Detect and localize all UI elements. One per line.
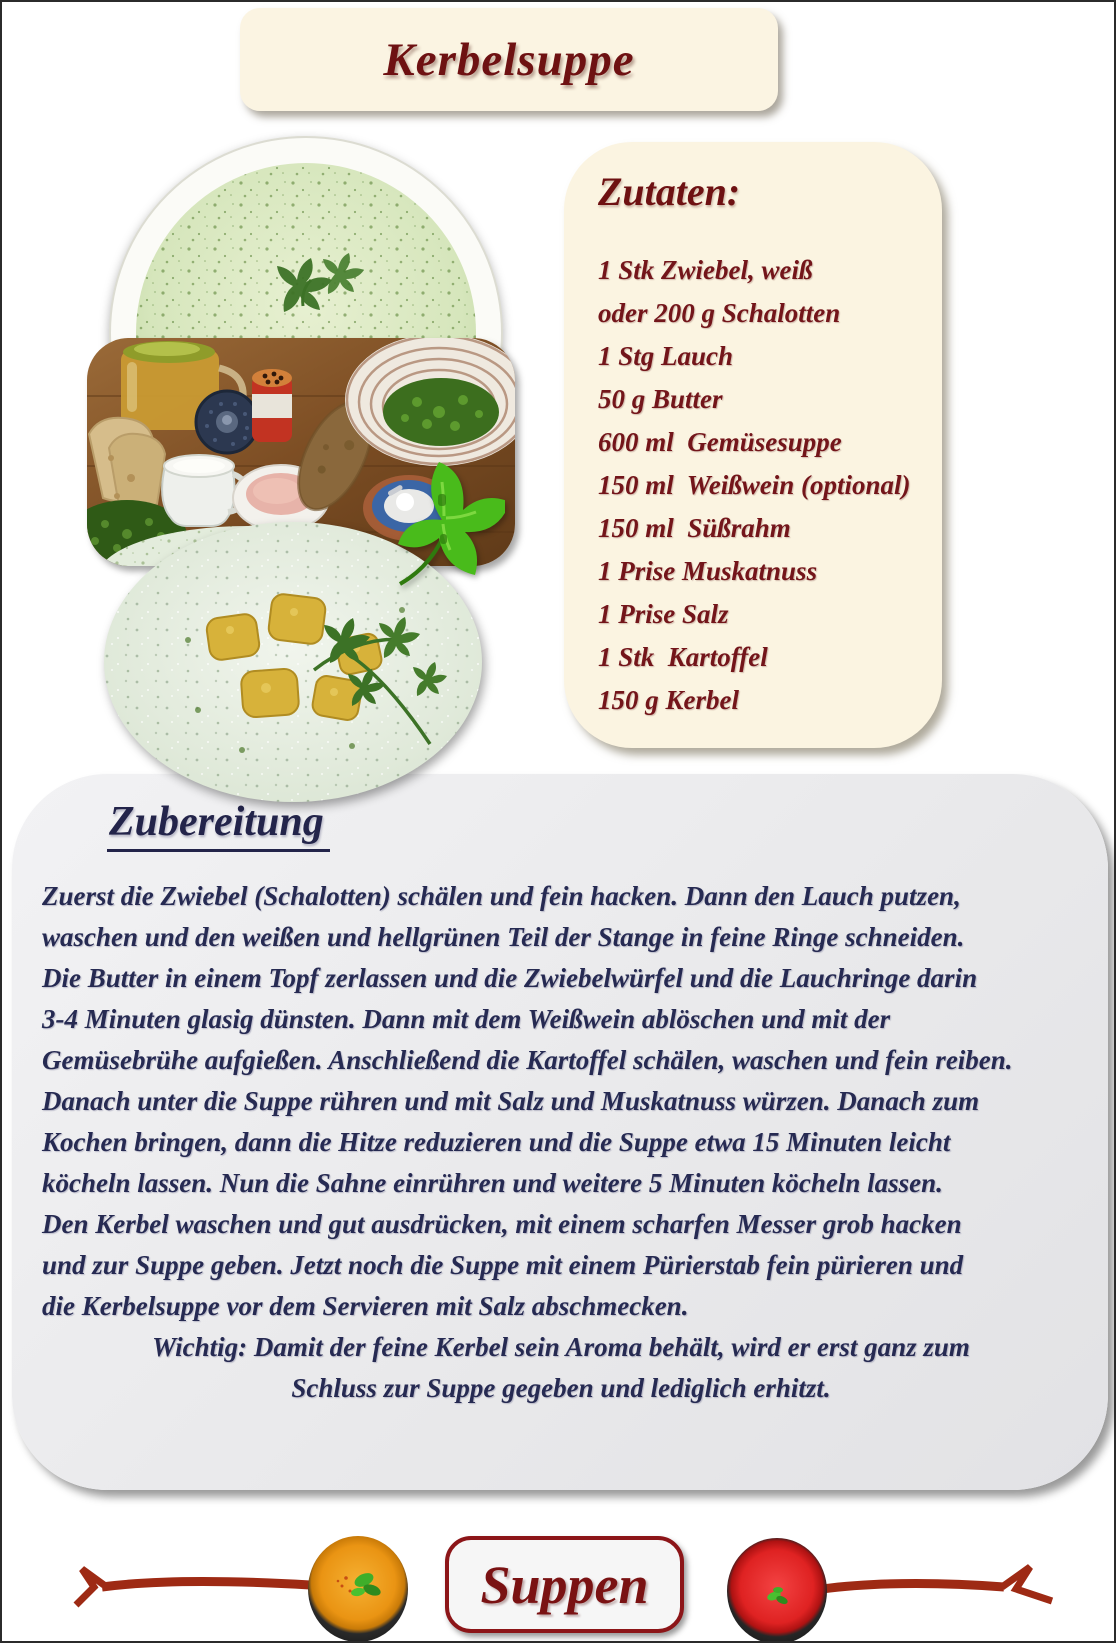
chervil-leaf-icon: [380, 442, 505, 587]
preparation-line: und zur Suppe geben. Jetzt noch die Suppe mit einem Pürierstab fein pürieren und: [42, 1250, 964, 1280]
ingredient-item: 50 g Butter: [598, 384, 723, 414]
spice-can: [252, 369, 292, 442]
preparation-card: [12, 774, 1108, 1490]
pepper-grinder: [196, 391, 258, 453]
suppen-category-label: Suppen: [480, 1554, 649, 1615]
preparation-line: Zuerst die Zwiebel (Schalotten) schälen und fein hacken. Dann den Lauch putzen,: [42, 881, 961, 911]
ingredients-card: [564, 142, 942, 748]
preparation-line: Kochen bringen, dann die Hitze reduzieren und die Suppe etwa 15 Minuten leicht: [42, 1127, 951, 1157]
basil-garnish: [350, 1570, 382, 1597]
preparation-line: die Kerbelsuppe vor dem Servieren mit Salz abschmecken.: [42, 1291, 689, 1321]
ingredient-item: 150 ml Süßrahm: [598, 513, 791, 543]
ingredient-item: 150 g Kerbel: [598, 685, 739, 715]
preparation-line: Die Butter in einem Topf zerlassen und die Zwiebelwürfel und die Lauchringe darin: [42, 963, 978, 993]
ingredients-heading: Zutaten:: [598, 169, 741, 214]
ingredients-list: [598, 249, 928, 722]
preparation-line: 3-4 Minuten glasig dünsten. Dann mit dem Weißwein ablöschen und mit der: [42, 1004, 891, 1034]
preparation-note-line2: Schluss zur Suppe gegeben und lediglich erhitzt.: [291, 1373, 831, 1403]
preparation-line: Danach unter die Suppe rühren und mit Salz und Muskatnuss würzen. Danach zum: [42, 1086, 980, 1116]
preparation-line: köcheln lassen. Nun die Sahne einrühren und weitere 5 Minuten köcheln lassen.: [42, 1168, 943, 1198]
basil-garnish: [766, 1587, 789, 1606]
tomato-soup-bowl-photo: [727, 1538, 827, 1643]
page-title: Kerbelsuppe: [383, 33, 635, 86]
preparation-line: Gemüsebrühe aufgießen. Anschließend die Kartoffel schälen, waschen und fein reiben.: [42, 1045, 1013, 1075]
preparation-line: Den Kerbel waschen und gut ausdrücken, mit einem scharfen Messer grob hacken: [42, 1209, 962, 1239]
suppen-category-button[interactable]: [445, 1536, 684, 1633]
ingredient-item: 1 Stg Lauch: [598, 341, 734, 371]
ingredient-item: 1 Stk Zwiebel, weiß: [598, 255, 813, 285]
ingredient-item: oder 200 g Schalotten: [598, 298, 841, 328]
preparation-note-line1: Wichtig: Damit der feine Kerbel sein Aroma behält, wird er erst ganz zum: [152, 1332, 970, 1362]
recipe-title-card: [240, 8, 778, 111]
ingredient-item: 1 Prise Muskatnuss: [598, 556, 818, 586]
ingredient-item: 1 Prise Salz: [598, 599, 729, 629]
ingredient-item: 1 Stk Kartoffel: [598, 642, 768, 672]
preparation-line: waschen und den weißen und hellgrünen Teil der Stange in feine Ringe schneiden.: [42, 922, 965, 952]
pumpkin-soup-bowl-photo: [308, 1536, 408, 1642]
ingredient-item: 600 ml Gemüsesuppe: [598, 427, 842, 457]
preparation-text: [42, 876, 1080, 1327]
ingredient-item: 150 ml Weißwein (optional): [598, 470, 911, 500]
preparation-heading: Zubereitung: [107, 798, 330, 852]
